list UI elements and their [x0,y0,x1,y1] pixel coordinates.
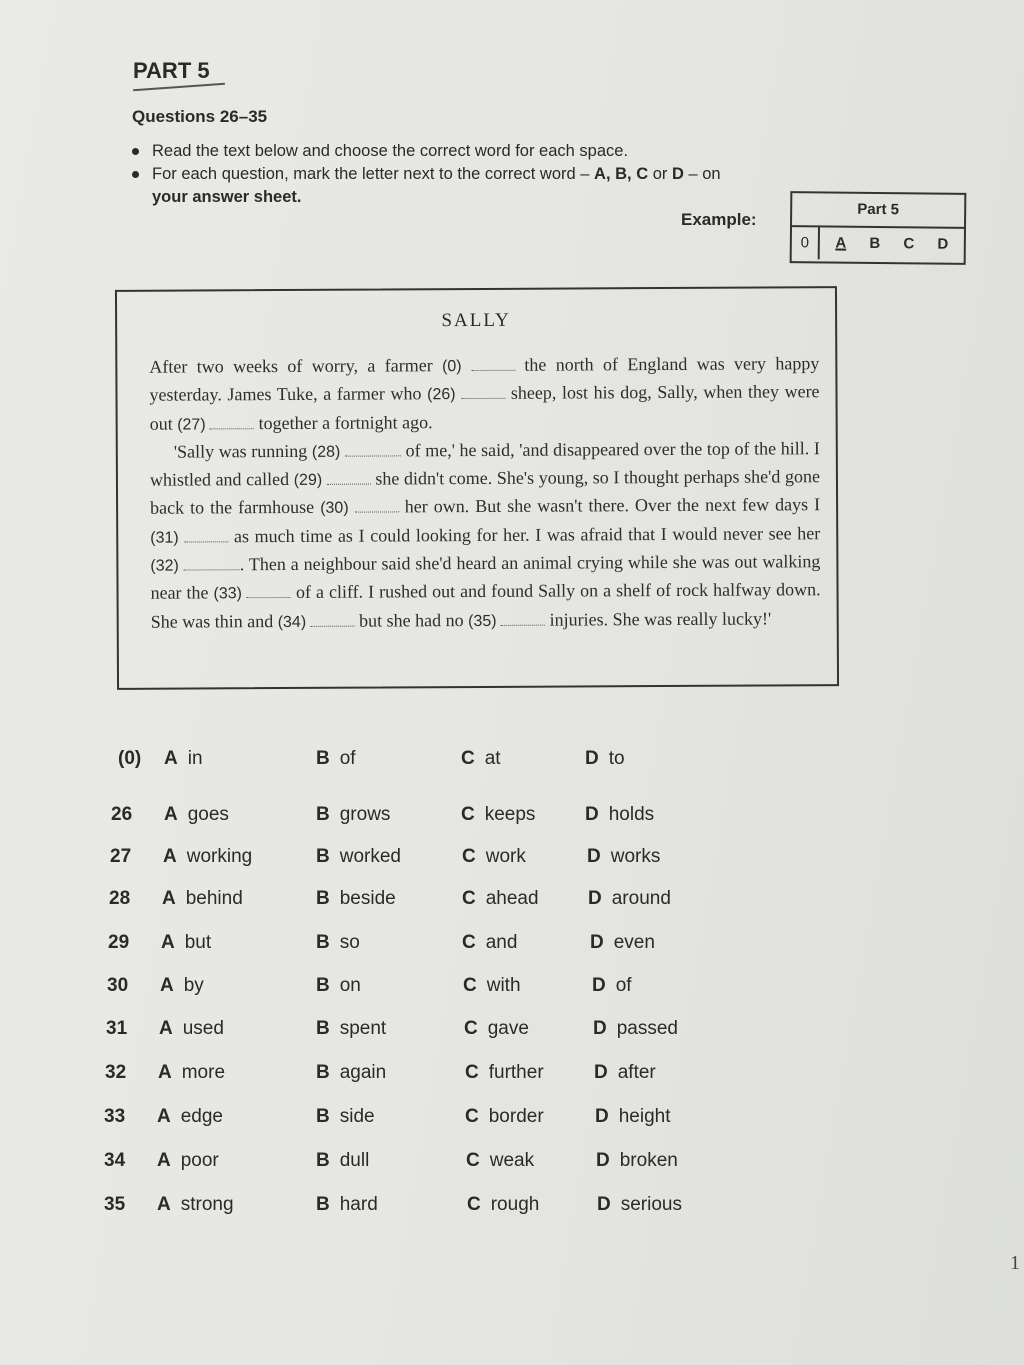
option-a[interactable]: A in [164,748,203,769]
answer-gap [247,583,291,598]
option-c[interactable]: C ahead [462,888,539,909]
answer-gap [327,470,371,485]
example-answer-box [790,191,967,265]
option-a[interactable]: A strong [157,1194,234,1215]
question-number: 28 [109,888,131,909]
questions-title: Questions 26–35 [132,107,268,126]
example-number: 0 [792,227,820,259]
instruction-text: Read the text below and choose the correct word for each space. [152,142,629,160]
option-c[interactable]: C border [465,1106,544,1127]
part-title-underline [133,83,225,91]
option-c[interactable]: C rough [467,1194,540,1215]
answer-gap [345,441,401,456]
option-a[interactable]: A by [160,975,204,996]
example-label: Example: [681,210,757,229]
example-row [792,227,964,261]
gap-number: (26) [427,386,456,404]
gap-number: (0) [442,358,462,376]
question-number: 29 [108,932,130,953]
question-number: 34 [104,1150,126,1171]
option-d[interactable]: D broken [596,1150,678,1171]
instructions-list [130,140,840,209]
example-box-header: Part 5 [792,193,964,229]
gap-number: (33) [213,585,243,603]
option-a[interactable]: A used [159,1018,224,1039]
option-a[interactable]: A more [158,1062,226,1083]
example-options [820,227,964,261]
option-a[interactable]: A but [161,932,212,953]
gap-number: (31) [150,529,179,547]
option-d[interactable]: D passed [593,1018,679,1039]
part-title: PART 5 [133,58,210,83]
option-d[interactable]: D height [595,1106,671,1127]
option-c[interactable]: C keeps [461,804,536,825]
question-number: 27 [110,846,132,867]
question-number: (0) [118,748,142,769]
option-a[interactable]: A edge [157,1106,224,1127]
story-text [149,350,820,636]
page-number: 1 [1010,1252,1020,1274]
option-c[interactable]: C at [461,748,501,769]
answer-gap [471,356,515,371]
question-number: 31 [106,1018,128,1039]
instruction-letter-d: D [671,165,684,183]
story-title: SALLY [441,309,511,332]
example-option-c: C [903,235,915,253]
option-b[interactable]: B of [316,748,356,769]
instruction-letters: A, B, C [594,165,649,183]
example-option-a: A [835,234,847,252]
gap-number: (30) [320,500,349,518]
answer-gap [355,498,399,513]
option-c[interactable]: C with [463,975,521,996]
option-b[interactable]: B worked [316,846,401,867]
option-b[interactable]: B so [316,932,360,953]
option-b[interactable]: B on [316,975,361,996]
option-b[interactable]: B hard [316,1194,378,1215]
gap-number: (29) [293,471,323,490]
option-a[interactable]: A goes [164,804,229,825]
question-number: 26 [111,804,133,825]
option-b[interactable]: B side [316,1106,375,1127]
answer-gap [501,610,545,625]
story-box [115,286,839,690]
instruction-text: or [648,165,672,183]
example-option-b: B [869,234,881,253]
gap-number: (35) [468,612,497,630]
instruction-text: – on [683,165,721,183]
answer-gap [311,611,355,626]
option-d[interactable]: D to [585,748,625,769]
option-d[interactable]: D after [594,1062,656,1083]
option-b[interactable]: B spent [316,1018,387,1039]
option-b[interactable]: B beside [316,888,396,909]
option-d[interactable]: D works [587,846,661,867]
option-c[interactable]: C weak [466,1150,535,1171]
option-c[interactable]: C and [462,932,518,953]
instruction-text: your answer sheet. [152,188,302,206]
answer-gap [461,384,505,399]
story-paragraph: After two weeks of worry, a farmer (0) the north of England was very happy yesterday. James Tuke, a farmer who (26) sheep, lost his dog, Sally, when they were out (27) together a fortnight ago. [149,353,820,434]
option-a[interactable]: A poor [157,1150,219,1171]
instruction-item [130,140,840,163]
instruction-item [130,163,840,209]
question-number: 30 [107,975,129,996]
option-c[interactable]: C further [465,1062,544,1083]
option-d[interactable]: D of [592,975,632,996]
option-c[interactable]: C gave [464,1018,529,1039]
option-b[interactable]: B dull [316,1150,370,1171]
option-d[interactable]: D holds [585,804,655,825]
option-d[interactable]: D around [588,888,671,909]
question-number: 35 [104,1194,126,1215]
option-d[interactable]: D serious [597,1194,682,1215]
gap-number: (32) [150,557,179,575]
answer-gap [184,555,240,570]
question-number: 32 [105,1062,127,1083]
question-number: 33 [104,1106,126,1127]
option-a[interactable]: A working [163,846,253,867]
example-option-d: D [937,235,949,253]
option-b[interactable]: B grows [316,804,391,825]
instruction-text: For each question, mark the letter next to the correct word – [152,165,595,183]
gap-number: (28) [311,443,341,461]
story-paragraph: 'Sally was running (28) of me,' he said, 'and disappeared over the top of the hill. I whistled and called (29) she didn't come. She's young, so I thought perhaps she'd gone back to the farmhouse (30) her own. But she wasn't there. Over the next few days I (31) as much time as I could looking for her. I was afraid that I would never see her (32) . Then a neighbour said she'd heard an animal crying while she was out walking near the (33) of a cliff. I rushed out and found Sally on a shelf of rock halfway down. She was thin and (34) but she had no (35) injuries. She was really lucky!' [149,438,821,632]
option-a[interactable]: A behind [162,888,243,909]
option-b[interactable]: B again [316,1062,387,1083]
gap-number: (27) [177,416,206,434]
answer-gap [210,414,254,429]
option-d[interactable]: D even [590,932,655,953]
answer-gap [184,527,228,542]
gap-number: (34) [277,613,307,631]
option-c[interactable]: C work [462,846,526,867]
